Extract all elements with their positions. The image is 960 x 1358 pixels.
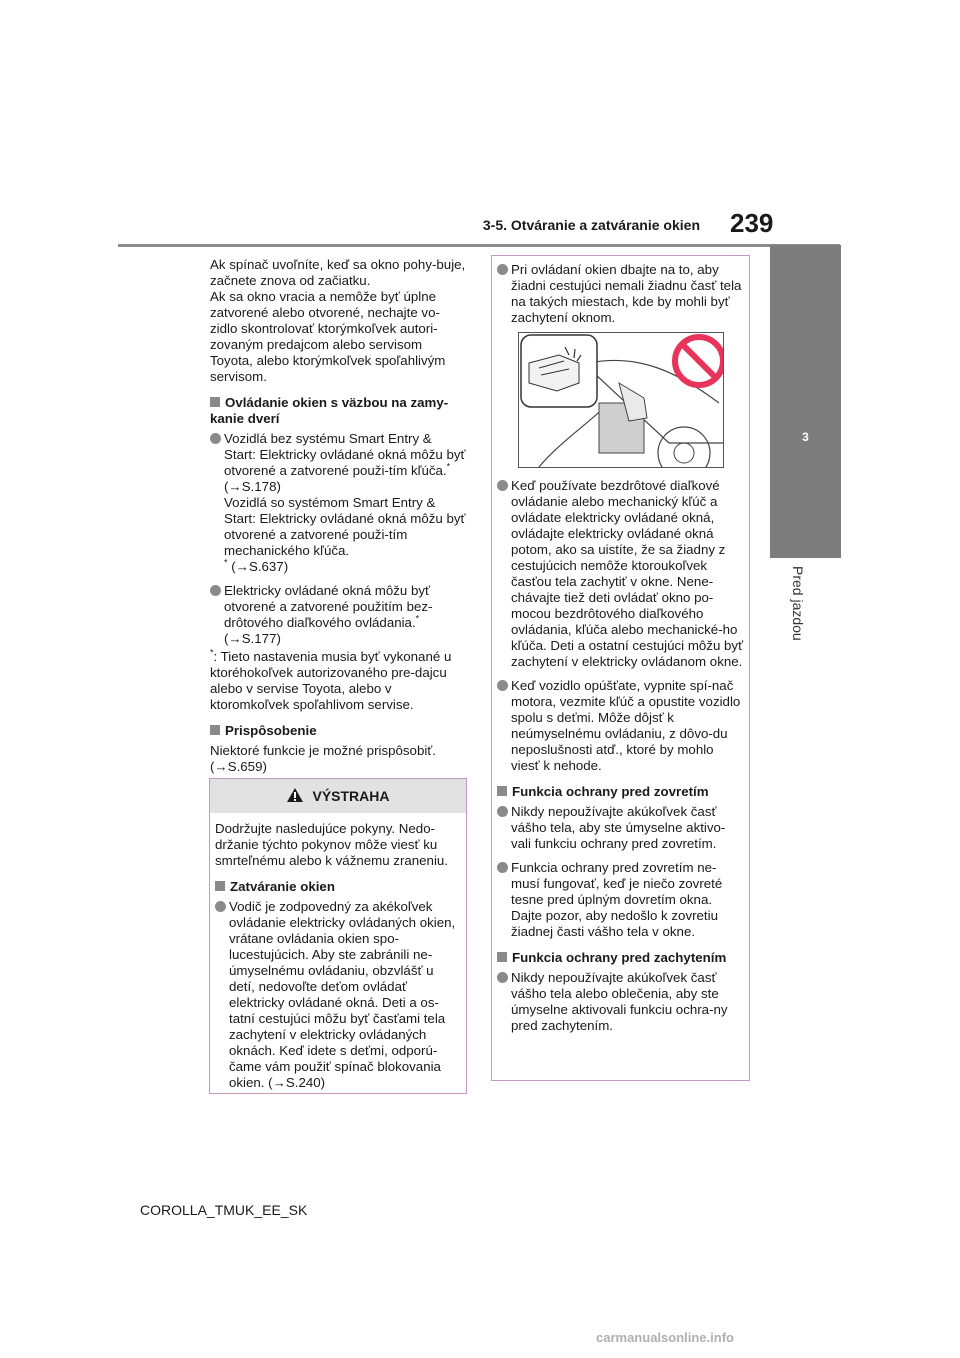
square-bullet-icon <box>497 952 507 962</box>
window-pinch-illustration <box>518 332 724 468</box>
bullet-icon <box>215 901 226 912</box>
bullet-icon <box>210 433 221 444</box>
subheading-text: Funkcia ochrany pred zovretím <box>512 784 709 799</box>
square-bullet-icon <box>210 397 220 407</box>
page-number: 239 <box>730 208 774 238</box>
item-text: Vodič je zodpovedný za akékoľvek ovládanie elektricky ovládaných okien, vrátane ovládania okien spo-lucestujúcich. Aby ste zabránili ne-úmyselnému ovládaniu, obzvlášť u detí, nedovoľte deťom ovládať elektricky ovládané okná. Deti a os-tatní cestujúci môžu byť časťami tela zachytení v elektricky ovládaných oknách. Keď idete s deťmi, odporú-čame vám použiť spínač blokovania okien. (→S.240) <box>229 899 456 1090</box>
paragraph: Niektoré funkcie je možné prispôsobiť. <box>210 743 436 758</box>
page-reference[interactable]: (→S.178) <box>224 479 281 494</box>
footnote-mark: * <box>210 647 214 658</box>
page-reference[interactable]: (→S.177) <box>224 631 281 646</box>
list-item <box>215 899 462 1091</box>
chapter-tab <box>770 245 841 558</box>
item-text: Nikdy nepoužívajte akúkoľvek časť vášho tela, aby ste úmyselne aktivo-vali funkciu ochrany pred zovretím. <box>511 804 726 851</box>
subheading <box>215 879 462 895</box>
list-item <box>497 678 745 774</box>
paragraph: Ak spínač uvoľníte, keď sa okno pohy-buje, začnete znova od začiatku. <box>210 257 466 288</box>
subheading-text: Ovládanie okien s väzbou na zamy-kanie dverí <box>210 395 449 426</box>
list-item <box>210 583 466 647</box>
chapter-label-text: Pred jazdou <box>790 566 806 641</box>
list-item <box>497 262 745 326</box>
item-text: Keď vozidlo opúšťate, vypnite spí-nač motora, vezmite kľúč a opustite vozidlo spolu s deťmi. Môže dôjsť k neúmyselnému ovládaniu, z dôvo-du neposlušnosti atď., ktoré by mohlo viesť k nehode. <box>511 678 741 773</box>
item-text: Nikdy nepoužívajte akúkoľvek časť vášho tela alebo oblečenia, aby ste úmyselne aktivovali funkciu ochra-ny pred zachytením. <box>511 970 728 1033</box>
list-item <box>497 860 745 940</box>
footnote-text: : Tieto nastavenia musia byť vykonané u ktoréhokoľvek autorizovaného pre-dajcu alebo v servise Toyota, alebo v ktoromkoľvek spoľahlivom servise. <box>210 649 452 712</box>
item-text: Elektricky ovládané okná môžu byť otvorené a zatvorené použitím bez-drôtového diaľkového ovládania. <box>224 583 433 630</box>
subheading-text: Zatváranie okien <box>230 879 335 894</box>
warning-continuation-box <box>491 255 750 1081</box>
chapter-label <box>786 558 806 658</box>
bullet-icon <box>497 680 508 691</box>
list-item <box>497 804 745 852</box>
subheading <box>497 784 745 800</box>
subheading <box>210 723 466 739</box>
square-bullet-icon <box>210 725 220 735</box>
bullet-icon <box>497 806 508 817</box>
footnote <box>210 649 466 713</box>
subheading <box>210 395 466 427</box>
list-item <box>497 478 745 670</box>
bullet-icon <box>497 264 508 275</box>
item-text: Funkcia ochrany pred zovretím ne-musí fungovať, keď je niečo zovreté tesne pred úplným dovretím okna. Dajte pozor, aby nedošlo k zovretiu žiadnej časti vášho tela v okne. <box>511 860 723 939</box>
warning-intro: Dodržujte nasledujúce pokyny. Nedo-držanie týchto pokynov môže viesť ku smrteľnému alebo k vážnemu zraneniu. <box>215 821 448 868</box>
list-item <box>210 431 466 575</box>
bullet-icon <box>497 972 508 983</box>
document-code: COROLLA_TMUK_EE_SK <box>140 1202 308 1218</box>
page-reference[interactable]: (→S.637) <box>231 559 289 574</box>
footnote-mark: * <box>446 461 451 472</box>
item-text: Keď používate bezdrôtové diaľkové ovládanie alebo mechanický kľúč a ovládate elektricky ovládané okná, ovládajte elektricky ovládané okná potom, ako sa uistíte, že sa žiadny z cestujúcich nemôže ktoroukoľvek časťou tela zachytiť v okne. Nene-chávajte tiež deti ovládať okno po-mocou bezdrôtového diaľkového ovládania, kľúča alebo mechanické-ho kľúča. Deti a ostatní cestujúci môžu byť zachytení v elektricky ovládanom okne. <box>511 478 744 669</box>
square-bullet-icon <box>497 786 507 796</box>
subheading-text: Funkcia ochrany pred zachytením <box>512 950 727 965</box>
warning-body <box>210 813 466 1091</box>
car-window-illustration <box>519 333 723 467</box>
square-bullet-icon <box>215 881 225 891</box>
footnote-mark: * <box>415 613 420 624</box>
left-column <box>210 257 466 783</box>
item-text: Vozidlá so systémom Smart Entry & Start: Elektricky ovládané okná môžu byť otvorené a zatvorené použi-tím mechanického kľúča. <box>224 495 466 558</box>
section-title: 3-5. Otváranie a zatváranie okien <box>482 217 700 233</box>
subheading <box>497 950 745 966</box>
bullet-icon <box>210 585 221 596</box>
warning-title: VÝSTRAHA <box>312 788 390 804</box>
chapter-tab-number: 3 <box>802 430 809 444</box>
header-rule <box>118 244 840 247</box>
bullet-icon <box>497 862 508 873</box>
footnote-mark: * <box>224 557 228 568</box>
page-reference[interactable]: (→S.659) <box>210 759 267 774</box>
warning-box <box>209 778 467 1094</box>
warning-triangle-icon <box>286 787 304 803</box>
subheading-text: Prispôsobenie <box>225 723 317 738</box>
warning-header <box>210 779 466 813</box>
item-text: Vozidlá bez systému Smart Entry & Start: Elektricky ovládané okná môžu byť otvorené a zatvorené použi-tím kľúča. <box>224 431 466 478</box>
paragraph: Ak sa okno vracia a nemôže byť úplne zatvorené alebo otvorené, nechajte vo-zidlo skontrolovať ktorýmkoľvek autori-zovaným predajcom alebo servisom Toyota, alebo ktorýmkoľvek spoľahlivým servisom. <box>210 289 446 384</box>
bullet-icon <box>497 480 508 491</box>
item-text: Pri ovládaní okien dbajte na to, aby žiadni cestujúci nemali žiadnu časť tela na takých miestach, kde by mohli byť zachytení oknom. <box>511 262 742 325</box>
list-item <box>497 970 745 1034</box>
watermark: carmanualsonline.info <box>596 1330 734 1345</box>
